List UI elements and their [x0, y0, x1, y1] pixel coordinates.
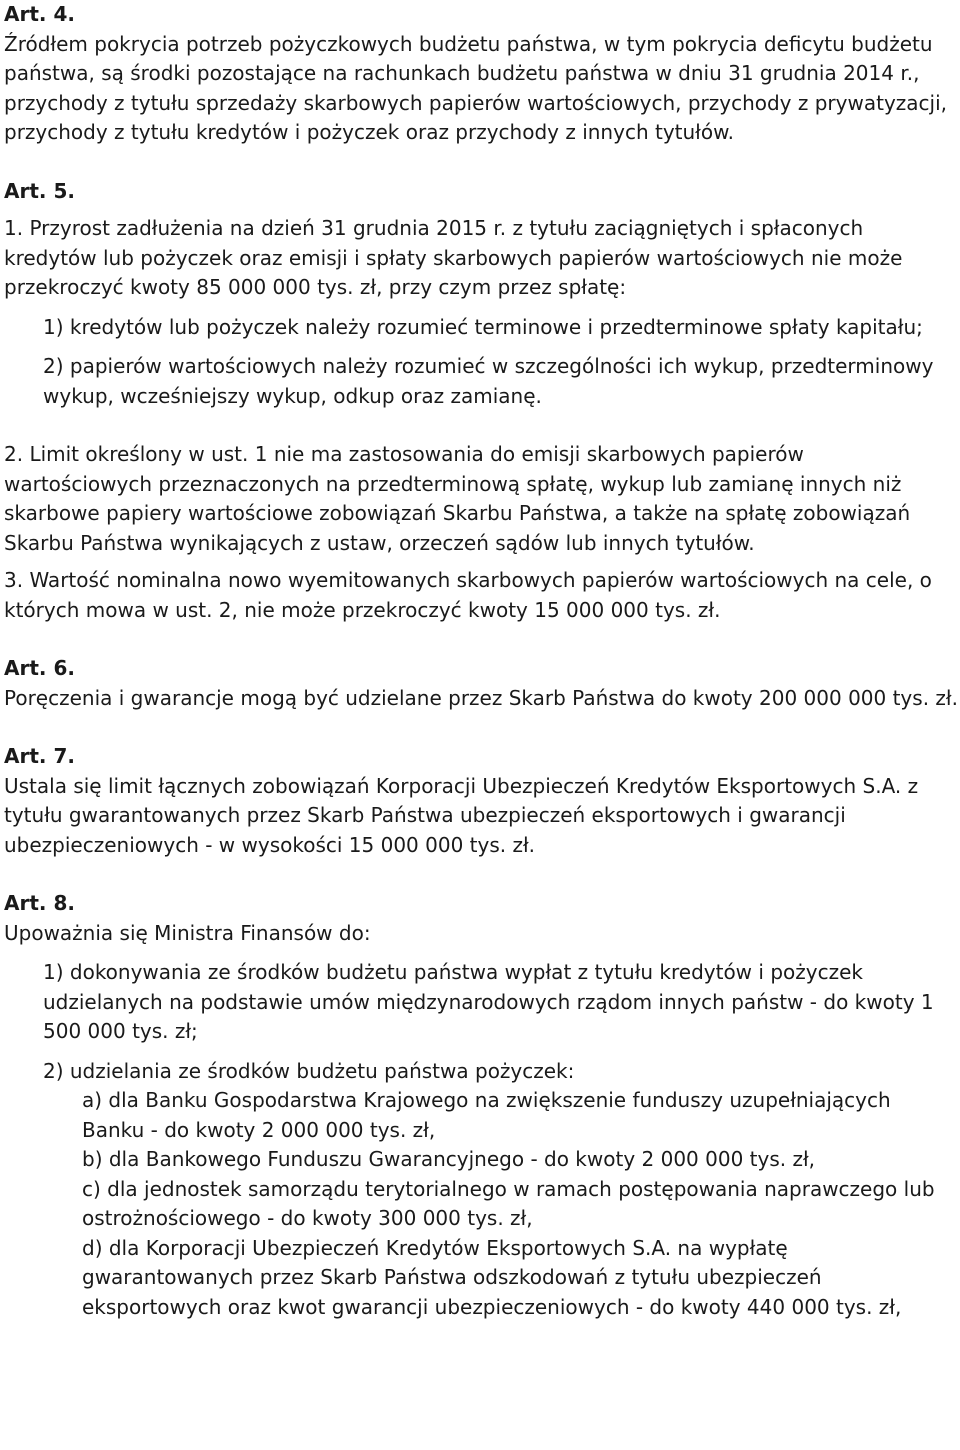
art8-sub-item-b: b) dla Bankowego Funduszu Gwarancyjnego - do kwoty 2 000 000 tys. zł,	[82, 1147, 816, 1171]
art6-heading: Art. 6.	[4, 656, 75, 680]
art4-text: Źródłem pokrycia potrzeb pożyczkowych budżetu państwa, w tym pokrycia deficytu budżetu państwa, są środki pozostające na rachunkach budżetu państwa w dniu 31 grudnia 2014 r., przychody z tytułu sprzedaży skarbowych papierów wartościowych, przychody z prywatyzacji, przychody z tytułu kredytów i pożyczek oraz przychody z innych tytułów.	[4, 31, 947, 144]
art8-intro: Upoważnia się Ministra Finansów do:	[4, 920, 371, 945]
art8-sub-item-a: a) dla Banku Gospodarstwa Krajowego na zwiększenie funduszy uzupełniających Banku - do kwoty 2 000 000 tys. zł,	[82, 1088, 891, 1142]
art5-paragraph-3: 3. Wartość nominalna nowo wyemitowanych skarbowych papierów wartościowych na cele, o których mowa w ust. 2, nie może przekroczyć kwoty 15 000 000 tys. zł.	[4, 568, 932, 622]
document-page	[4, 0, 958, 1322]
art5-paragraph-1: 1. Przyrost zadłużenia na dzień 31 grudnia 2015 r. z tytułu zaciągniętych i spłaconych kredytów lub pożyczek oraz emisji i spłaty skarbowych papierów wartościowych nie może przekroczyć kwoty 85 000 000 tys. zł, przy czym przez spłatę:	[4, 216, 903, 299]
art7-text: Ustala się limit łącznych zobowiązań Korporacji Ubezpieczeń Kredytów Eksportowych S.A. z tytułu gwarantowanych przez Skarb Państwa ubezpieczeń eksportowych i gwarancji ubezpieczeniowych - w wysokości 15 000 000 tys. zł.	[4, 773, 919, 857]
art5-heading: Art. 5.	[4, 178, 75, 203]
art8-item-1: 1) dokonywania ze środków budżetu państwa wypłat z tytułu kredytów i pożyczek udzielanych na podstawie umów międzynarodowych rządom innych państw - do kwoty 1 500 000 tys. zł;	[43, 960, 934, 1043]
art5-item-1: 1) kredytów lub pożyczek należy rozumieć terminowe i przedterminowe spłaty kapitału;	[43, 314, 923, 339]
art8-heading: Art. 8.	[4, 891, 75, 915]
art8-sub-list	[4, 1086, 958, 1322]
art4-heading: Art. 4.	[4, 2, 75, 26]
art5-item-2: 2) papierów wartościowych należy rozumieć w szczególności ich wykup, przedterminowy wykup, wcześniejszy wykup, odkup oraz zamianę.	[43, 354, 934, 408]
art8-sub-item-c: c) dla jednostek samorządu terytorialnego w ramach postępowania naprawczego lub ostrożnościowego - do kwoty 300 000 tys. zł,	[82, 1176, 935, 1230]
art8-item-2: 2) udzielania ze środków budżetu państwa pożyczek:	[43, 1058, 575, 1083]
art6-text: Poręczenia i gwarancje mogą być udzielane przez Skarb Państwa do kwoty 200 000 000 tys. zł.	[4, 685, 958, 710]
art7-heading: Art. 7.	[4, 744, 75, 768]
art8-sub-item-d: d) dla Korporacji Ubezpieczeń Kredytów Eksportowych S.A. na wypłatę gwarantowanych przez Skarb Państwa odszkodowań z tytułu ubezpieczeń eksportowych oraz kwot gwarancji ubezpieczeniowych - do kwoty 440 000 tys. zł,	[82, 1235, 902, 1319]
art5-paragraph-2: 2. Limit określony w ust. 1 nie ma zastosowania do emisji skarbowych papierów wartościowych przeznaczonych na przedterminową spłatę, wykup lub zamianę innych niż skarbowe papiery wartościowe zobowiązań Skarbu Państwa, a także na spłatę zobowiązań Skarbu Państwa wynikających z ustaw, orzeczeń sądów lub innych tytułów.	[4, 442, 911, 555]
